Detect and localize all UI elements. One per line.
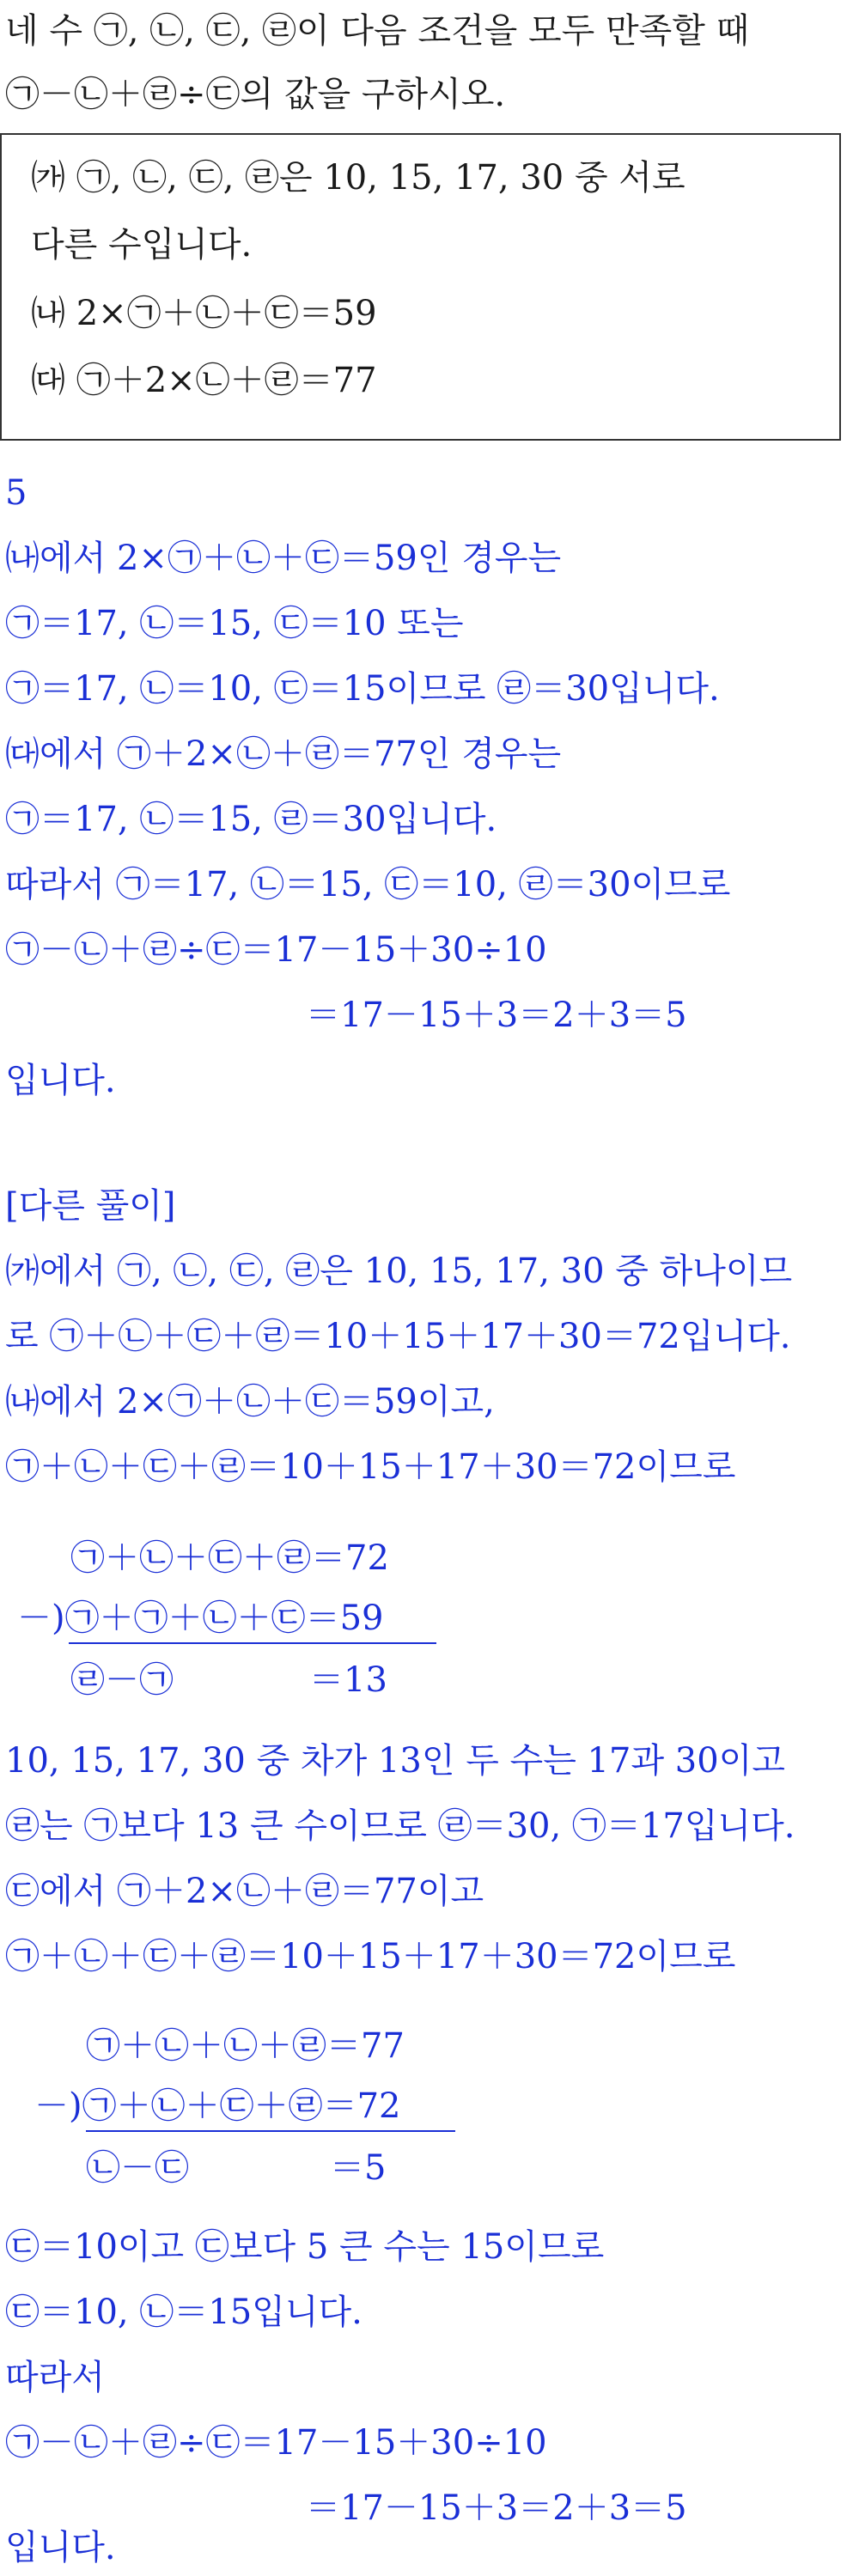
alternative-line: 따라서	[5, 2358, 105, 2397]
condition-na: ㈏ 2×㉠＋㉡＋㉢＝59	[31, 294, 377, 333]
alternative-line: ㉠＋㉡＋㉢＋㉣＝10＋15＋17＋30＝72이므로	[5, 1937, 736, 1976]
answer-line: 입니다.	[5, 1061, 116, 1100]
alternative-line: 10, 15, 17, 30 중 차가 13인 두 수는 17과 30이고	[5, 1741, 785, 1781]
subtraction-2-top: ㉠＋㉡＋㉡＋㉣＝77	[86, 2026, 405, 2066]
alternative-line: ㉢에서 ㉠＋2×㉡＋㉣＝77이고	[5, 1872, 484, 1911]
answer-line: ㉠＝17, ㉡＝15, ㉢＝10 또는	[5, 604, 464, 643]
subtraction-2-result: ㉡－㉢	[86, 2148, 189, 2188]
alternative-heading: [다른 풀이]	[5, 1186, 176, 1226]
subtraction-2-minus: －)㉠＋㉡＋㉢＋㉣＝72	[34, 2086, 401, 2126]
condition-da: ㈐ ㉠＋2×㉡＋㉣＝77	[31, 361, 377, 400]
subtraction-1-result-value: ＝13	[309, 1660, 387, 1700]
alternative-line: ＝17－15＋3＝2＋3＝5	[306, 2488, 687, 2528]
subtraction-1-rule	[69, 1642, 436, 1644]
question-line-2: ㉠－㉡＋㉣÷㉢의 값을 구하시오.	[5, 75, 506, 114]
alternative-line: 입니다.	[5, 2528, 116, 2567]
answer-value: 5	[5, 473, 27, 513]
subtraction-1-minus: －)㉠＋㉠＋㉡＋㉢＝59	[17, 1599, 384, 1638]
conditions-box	[0, 133, 841, 441]
subtraction-2-result-value: ＝5	[330, 2148, 387, 2188]
subtraction-1-top: ㉠＋㉡＋㉢＋㉣＝72	[70, 1538, 389, 1578]
answer-line: ＝17－15＋3＝2＋3＝5	[306, 996, 687, 1035]
question-line-1: 네 수 ㉠, ㉡, ㉢, ㉣이 다음 조건을 모두 만족할 때	[5, 11, 750, 51]
alternative-line: ㉢＝10, ㉡＝15입니다.	[5, 2293, 363, 2332]
alternative-line: 로 ㉠＋㉡＋㉢＋㉣＝10＋15＋17＋30＝72입니다.	[5, 1317, 791, 1356]
subtraction-1-result: ㉣－㉠	[70, 1660, 174, 1700]
answer-line: ㉠－㉡＋㉣÷㉢＝17－15＋30÷10	[5, 930, 547, 970]
answer-line: ㉠＝17, ㉡＝15, ㉣＝30입니다.	[5, 800, 497, 839]
answer-line: ㈏에서 2×㉠＋㉡＋㉢＝59인 경우는	[5, 539, 562, 578]
condition-ga-line-1: ㈎ ㉠, ㉡, ㉢, ㉣은 10, 15, 17, 30 중 서로	[31, 158, 685, 198]
alternative-line: ㉣는 ㉠보다 13 큰 수이므로 ㉣＝30, ㉠＝17입니다.	[5, 1806, 795, 1846]
answer-line: 따라서 ㉠＝17, ㉡＝15, ㉢＝10, ㉣＝30이므로	[5, 865, 731, 904]
alternative-line: ㉠＋㉡＋㉢＋㉣＝10＋15＋17＋30＝72이므로	[5, 1447, 736, 1487]
condition-ga-line-2: 다른 수입니다.	[31, 225, 253, 265]
answer-line: ㈐에서 ㉠＋2×㉡＋㉣＝77인 경우는	[5, 734, 562, 774]
answer-line: ㉠＝17, ㉡＝10, ㉢＝15이므로 ㉣＝30입니다.	[5, 669, 720, 709]
alternative-line: ㈏에서 2×㉠＋㉡＋㉢＝59이고,	[5, 1382, 495, 1422]
alternative-line: ㈎에서 ㉠, ㉡, ㉢, ㉣은 10, 15, 17, 30 중 하나이므	[5, 1251, 793, 1291]
alternative-line: ㉢＝10이고 ㉢보다 5 큰 수는 15이므로	[5, 2227, 605, 2267]
subtraction-2-rule	[86, 2130, 455, 2132]
alternative-line: ㉠－㉡＋㉣÷㉢＝17－15＋30÷10	[5, 2423, 547, 2463]
